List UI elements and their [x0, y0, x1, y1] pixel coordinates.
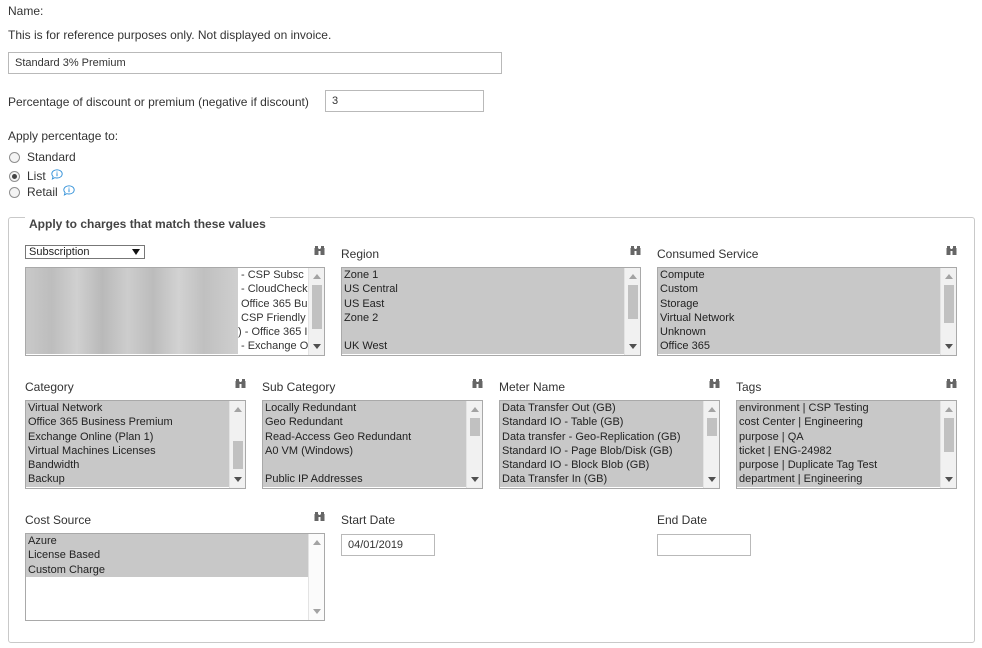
category-label: Category	[25, 380, 74, 394]
consumed-service-item[interactable]: Virtual Network	[658, 311, 942, 325]
meter-name-label: Meter Name	[499, 380, 566, 394]
tags-label: Tags	[736, 380, 762, 394]
category-item[interactable]: Bandwidth	[26, 458, 231, 472]
category-item[interactable]: Virtual Machines Licenses	[26, 444, 231, 458]
category-listbox[interactable]	[25, 400, 246, 489]
sub-category-item[interactable]: Public IP Addresses	[263, 472, 468, 486]
binoculars-icon[interactable]	[472, 379, 483, 388]
binoculars-icon[interactable]	[630, 246, 641, 255]
scrollbar[interactable]	[703, 401, 719, 488]
meter-name-item[interactable]: Standard IO - Table (GB)	[500, 415, 705, 429]
subscription-item[interactable]: - Exchange O	[241, 340, 309, 353]
category-item[interactable]: Office 365 Business Premium	[26, 415, 231, 429]
radio-standard[interactable]	[9, 150, 76, 164]
region-item[interactable]: US Central	[342, 282, 626, 296]
region-item[interactable]: US East	[342, 297, 626, 311]
meter-name-listbox[interactable]	[499, 400, 720, 489]
filters-legend: Apply to charges that match these values	[25, 217, 270, 231]
meter-name-item[interactable]: Standard IO - Page Blob/Disk (GB)	[500, 444, 705, 458]
binoculars-icon[interactable]	[314, 246, 325, 255]
binoculars-icon[interactable]	[709, 379, 720, 388]
consumed-service-item[interactable]: Unknown	[658, 325, 942, 339]
percentage-label: Percentage of discount or premium (negative if discount)	[8, 95, 309, 109]
category-item[interactable]: Exchange Online (Plan 1)	[26, 430, 231, 444]
sub-category-item[interactable]: Read-Access Geo Redundant	[263, 430, 468, 444]
subscription-select-value: Subscription	[29, 246, 90, 258]
tags-item[interactable]: ticket | ENG-24982	[737, 444, 942, 458]
scrollbar[interactable]	[940, 268, 956, 355]
name-label: Name:	[8, 4, 44, 18]
tags-item[interactable]: purpose | Duplicate Tag Test	[737, 458, 942, 472]
cost-source-item[interactable]: License Based	[26, 548, 308, 562]
cost-source-listbox[interactable]	[25, 533, 325, 621]
region-item[interactable]: Zone 2	[342, 311, 626, 325]
radio-retail-button[interactable]	[9, 187, 20, 198]
scrollbar[interactable]	[229, 401, 245, 488]
consumed-service-item[interactable]: Storage	[658, 297, 942, 311]
subscription-select[interactable]	[25, 245, 145, 259]
sub-category-item[interactable]: Locally Redundant	[263, 401, 468, 415]
tags-item[interactable]: department | Engineering	[737, 472, 942, 486]
region-listbox[interactable]	[341, 267, 641, 356]
start-date-label: Start Date	[341, 513, 396, 527]
percentage-input[interactable]	[325, 90, 484, 112]
tags-item[interactable]: purpose | QA	[737, 430, 942, 444]
region-item[interactable]: UK West	[342, 339, 626, 353]
binoculars-icon[interactable]	[946, 246, 957, 255]
subscription-item[interactable]: - CloudCheck	[241, 283, 308, 296]
scrollbar[interactable]	[308, 268, 324, 355]
consumed-service-item[interactable]: Office 365	[658, 339, 942, 353]
meter-name-item[interactable]: Standard IO - Block Blob (GB)	[500, 458, 705, 472]
binoculars-icon[interactable]	[946, 379, 957, 388]
radio-standard-button[interactable]	[9, 152, 20, 163]
meter-name-item[interactable]: Data Transfer In (GB)	[500, 472, 705, 486]
scrollbar[interactable]	[466, 401, 482, 488]
consumed-service-listbox[interactable]	[657, 267, 957, 356]
subscription-item[interactable]: ) - Office 365 I	[238, 326, 308, 339]
subscription-listbox[interactable]	[25, 267, 325, 356]
radio-list-button[interactable]	[9, 171, 20, 182]
radio-list-label: List	[27, 169, 46, 183]
apply-label: Apply percentage to:	[8, 129, 119, 143]
subscription-item[interactable]: CSP Friendly	[241, 311, 306, 324]
region-label: Region	[341, 247, 380, 261]
meter-name-item[interactable]: Data Transfer Out (GB)	[500, 401, 705, 415]
cost-source-item[interactable]: Custom Charge	[26, 563, 308, 577]
tags-listbox[interactable]	[736, 400, 957, 489]
sub-category-label: Sub Category	[262, 380, 336, 394]
cost-source-label: Cost Source	[25, 513, 92, 527]
sub-category-item[interactable]: Geo Redundant	[263, 415, 468, 429]
tags-item[interactable]: environment | CSP Testing	[737, 401, 942, 415]
radio-retail-label: Retail	[27, 185, 58, 199]
start-date-input[interactable]	[341, 534, 435, 556]
binoculars-icon[interactable]	[314, 512, 325, 521]
radio-list[interactable]	[9, 169, 63, 183]
cost-source-item[interactable]: Azure	[26, 534, 308, 548]
meter-name-item[interactable]: Data transfer - Geo-Replication (GB)	[500, 430, 705, 444]
subscription-item[interactable]: Office 365 Bu	[241, 297, 308, 310]
end-date-input[interactable]	[657, 534, 751, 556]
end-date-label: End Date	[657, 513, 708, 527]
consumed-service-label: Consumed Service	[657, 247, 759, 261]
consumed-service-item[interactable]: Compute	[658, 268, 942, 282]
region-item[interactable]: Zone 1	[342, 268, 626, 282]
scrollbar[interactable]	[624, 268, 640, 355]
binoculars-icon[interactable]	[235, 379, 246, 388]
consumed-service-item[interactable]: Custom	[658, 282, 942, 296]
scrollbar[interactable]	[308, 534, 324, 620]
info-icon[interactable]	[51, 169, 63, 180]
radio-standard-label: Standard	[27, 150, 76, 164]
radio-retail[interactable]	[9, 185, 75, 199]
tags-item[interactable]: cost Center | Engineering	[737, 415, 942, 429]
sub-category-item[interactable]	[263, 458, 468, 472]
sub-category-item[interactable]: A0 VM (Windows)	[263, 444, 468, 458]
info-icon[interactable]	[63, 185, 75, 196]
subscription-item[interactable]: - CSP Subsc	[241, 269, 304, 281]
category-item[interactable]: Virtual Network	[26, 401, 231, 415]
name-hint: This is for reference purposes only. Not displayed on invoice.	[8, 28, 332, 42]
chevron-down-icon	[132, 249, 140, 255]
scrollbar[interactable]	[940, 401, 956, 488]
region-item[interactable]	[342, 325, 626, 339]
name-input[interactable]	[8, 52, 502, 74]
sub-category-listbox[interactable]	[262, 400, 483, 489]
category-item[interactable]: Backup	[26, 472, 231, 486]
